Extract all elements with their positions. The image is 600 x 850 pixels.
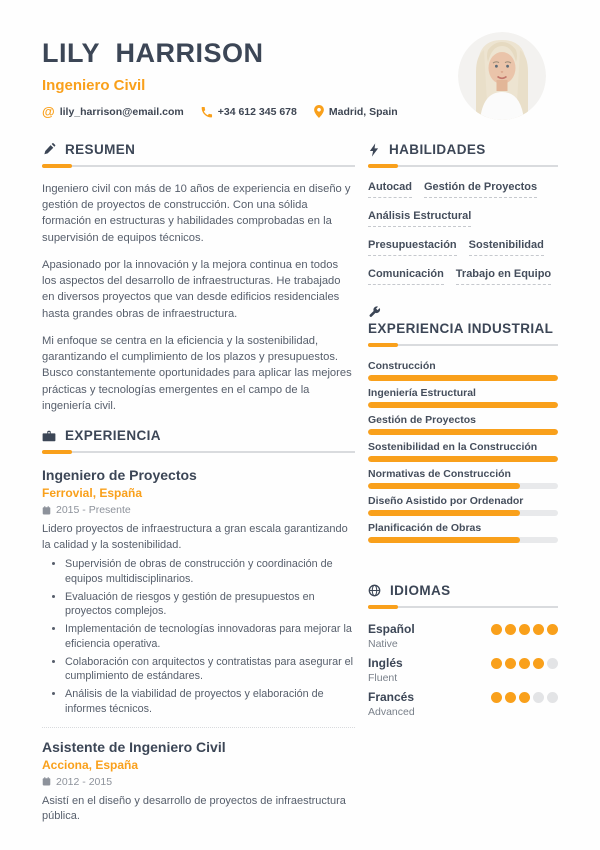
industrial-item-label: Normativas de Construcción bbox=[368, 468, 511, 480]
language-name: Francés bbox=[368, 690, 415, 704]
contact-phone bbox=[201, 106, 297, 118]
email-text: lily_harrison@email.com bbox=[59, 105, 184, 118]
section-divider bbox=[368, 343, 558, 347]
skill-item: Comunicación bbox=[368, 268, 444, 285]
briefcase-icon bbox=[42, 429, 56, 443]
job-company: Acciona, España bbox=[42, 757, 139, 772]
language-rating bbox=[491, 624, 558, 635]
content-columns bbox=[42, 142, 558, 825]
job-dates-text: 2015 - Presente bbox=[56, 504, 131, 517]
section-title: HABILIDADES bbox=[389, 142, 486, 157]
rating-dot bbox=[547, 658, 558, 669]
language-info bbox=[368, 622, 415, 650]
experience-jobs bbox=[42, 467, 355, 825]
job-bullet: • Implementación de tecnologías innovadoras para mejorar la eficiencia operativa. bbox=[65, 622, 355, 651]
language-row bbox=[368, 690, 558, 718]
section-resumen bbox=[42, 142, 355, 414]
job-separator bbox=[42, 727, 355, 728]
progress-fill bbox=[368, 483, 520, 489]
phone-icon bbox=[201, 106, 213, 118]
industrial-item bbox=[368, 441, 558, 462]
skill-item: Presupuestación bbox=[368, 239, 457, 256]
section-experiencia bbox=[42, 428, 355, 825]
phone-text: +34 612 345 678 bbox=[217, 105, 297, 118]
progress-track bbox=[368, 429, 558, 435]
language-info bbox=[368, 656, 403, 684]
language-level: Advanced bbox=[368, 706, 415, 718]
section-title: RESUMEN bbox=[65, 142, 136, 157]
resumen-paragraph: Apasionado por la innovación y la mejora continua en todos los aspectos del desarrollo de infraestructuras. He trabajado en diversos proyectos que van desde edificios residenciales hasta grandes obras de infraestructura. bbox=[42, 258, 341, 320]
skill-item: Análisis Estructural bbox=[368, 210, 471, 227]
industrial-list bbox=[368, 360, 558, 543]
idiomas-heading-row bbox=[368, 583, 558, 598]
map-pin-icon bbox=[314, 105, 324, 118]
progress-fill bbox=[368, 429, 558, 435]
job-summary: Lidero proyectos de infraestructura a gran escala garantizando la calidad y la sostenibilidad. bbox=[42, 523, 348, 551]
skill-item: Autocad bbox=[368, 181, 412, 198]
experiencia-heading-row bbox=[42, 428, 355, 443]
progress-fill bbox=[368, 510, 520, 516]
job-bullet: • Supervisión de obras de construcción y coordinación de equipos multidisciplinarios. bbox=[65, 557, 355, 586]
section-divider bbox=[42, 164, 355, 168]
profile-photo bbox=[458, 32, 546, 120]
section-divider bbox=[368, 164, 558, 168]
rating-dot bbox=[533, 692, 544, 703]
rating-dot bbox=[505, 658, 516, 669]
section-divider bbox=[368, 605, 558, 609]
rating-dot bbox=[505, 624, 516, 635]
location-text: Madrid, Spain bbox=[328, 105, 398, 118]
globe-icon bbox=[368, 584, 381, 597]
rating-dot bbox=[491, 692, 502, 703]
industrial-item bbox=[368, 414, 558, 435]
industrial-item-label: Planificación de Obras bbox=[368, 522, 482, 534]
lightning-bolt-icon bbox=[368, 143, 380, 157]
job-entry bbox=[42, 467, 355, 716]
job-dates bbox=[42, 504, 355, 516]
person-name: LILY HARRISON bbox=[42, 38, 264, 68]
job-dates-text: 2012 - 2015 bbox=[56, 775, 113, 788]
job-dates bbox=[42, 776, 355, 788]
resumen-paragraph: Ingeniero civil con más de 10 años de experiencia en diseño y gestión de proyectos de construcción. Con una sólida formación en estructuras y habilidades comprobadas en la supervisión de equipos técnicos. bbox=[42, 183, 351, 244]
progress-fill bbox=[368, 375, 558, 381]
progress-track bbox=[368, 537, 558, 543]
habilidades-heading-row bbox=[368, 142, 558, 157]
job-bullet: • Evaluación de riesgos y gestión de presupuestos en proyectos complejos. bbox=[65, 590, 355, 619]
skill-item: Trabajo en Equipo bbox=[456, 268, 551, 285]
person-job-title: Ingeniero Civil bbox=[42, 77, 146, 94]
language-info bbox=[368, 690, 415, 718]
industrial-item bbox=[368, 360, 558, 381]
language-level: Native bbox=[368, 638, 398, 650]
rating-dot bbox=[519, 692, 530, 703]
pen-icon bbox=[42, 143, 56, 157]
industrial-item-label: Diseño Asistido por Ordenador bbox=[368, 495, 524, 507]
section-experiencia-industrial bbox=[368, 305, 558, 543]
resumen-heading-row bbox=[42, 142, 355, 157]
rating-dot bbox=[491, 624, 502, 635]
progress-fill bbox=[368, 456, 558, 462]
language-rating bbox=[491, 658, 558, 669]
progress-track bbox=[368, 456, 558, 462]
rating-dot bbox=[533, 624, 544, 635]
skill-item: Gestión de Proyectos bbox=[424, 181, 537, 198]
section-title: IDIOMAS bbox=[390, 583, 451, 598]
contact-email bbox=[42, 105, 184, 118]
rating-dot bbox=[547, 692, 558, 703]
skill-item: Sostenibilidad bbox=[469, 239, 544, 256]
job-entry bbox=[42, 739, 355, 825]
industrial-item-label: Ingeniería Estructural bbox=[368, 387, 476, 399]
industrial-item-label: Sostenibilidad en la Construcción bbox=[368, 441, 538, 453]
section-title: EXPERIENCIA INDUSTRIAL bbox=[368, 321, 554, 336]
industrial-item bbox=[368, 522, 558, 543]
section-habilidades bbox=[368, 142, 558, 285]
resumen-paragraphs bbox=[42, 181, 355, 414]
calendar-icon bbox=[42, 777, 51, 786]
job-bullet-list bbox=[42, 557, 355, 716]
job-title: Asistente de Ingeniero Civil bbox=[42, 738, 226, 755]
section-title: EXPERIENCIA bbox=[65, 428, 161, 444]
industrial-item-label: Gestión de Proyectos bbox=[368, 414, 476, 426]
job-bullet: • Colaboración con arquitectos y contratistas para asegurar el cumplimiento de estándares. bbox=[65, 655, 355, 684]
right-column bbox=[368, 142, 558, 825]
industrial-item bbox=[368, 468, 558, 489]
wrench-icon bbox=[368, 305, 381, 318]
job-summary: Asistí en el diseño y desarrollo de proyectos de infraestructura pública. bbox=[42, 794, 346, 823]
rating-dot bbox=[533, 658, 544, 669]
rating-dot bbox=[491, 658, 502, 669]
languages-list bbox=[368, 622, 558, 718]
progress-track bbox=[368, 375, 558, 381]
language-level: Fluent bbox=[368, 672, 398, 684]
progress-track bbox=[368, 402, 558, 408]
language-name: Inglés bbox=[368, 656, 403, 670]
job-bullet: • Análisis de la viabilidad de proyectos y elaboración de informes técnicos. bbox=[65, 687, 355, 716]
section-divider bbox=[42, 450, 355, 454]
industrial-item-label: Construcción bbox=[368, 360, 436, 372]
left-column bbox=[42, 142, 355, 825]
rating-dot bbox=[519, 658, 530, 669]
rating-dot bbox=[519, 624, 530, 635]
progress-fill bbox=[368, 402, 558, 408]
at-sign-icon: @ bbox=[42, 104, 55, 119]
job-company: Ferrovial, España bbox=[42, 486, 143, 501]
section-idiomas bbox=[368, 583, 558, 718]
rating-dot bbox=[547, 624, 558, 635]
job-title: Ingeniero de Proyectos bbox=[42, 467, 197, 484]
language-name: Español bbox=[368, 622, 415, 636]
progress-track bbox=[368, 510, 558, 516]
progress-track bbox=[368, 483, 558, 489]
language-row bbox=[368, 656, 558, 684]
industrial-item bbox=[368, 387, 558, 408]
language-rating bbox=[491, 692, 558, 703]
rating-dot bbox=[505, 692, 516, 703]
language-row bbox=[368, 622, 558, 650]
skills-list bbox=[368, 181, 558, 285]
resumen-paragraph: Mi enfoque se centra en la eficiencia y la sostenibilidad, garantizando el cumplimiento de los plazos y presupuestos. Busco constantemente oportunidades para aplicar las mejores prácticas y tecnologías emergentes en el campo de la ingeniería civil. bbox=[42, 334, 352, 412]
contact-location bbox=[314, 105, 398, 118]
calendar-icon bbox=[42, 506, 51, 515]
industrial-heading-row bbox=[368, 305, 558, 336]
industrial-item bbox=[368, 495, 558, 516]
progress-fill bbox=[368, 537, 520, 543]
